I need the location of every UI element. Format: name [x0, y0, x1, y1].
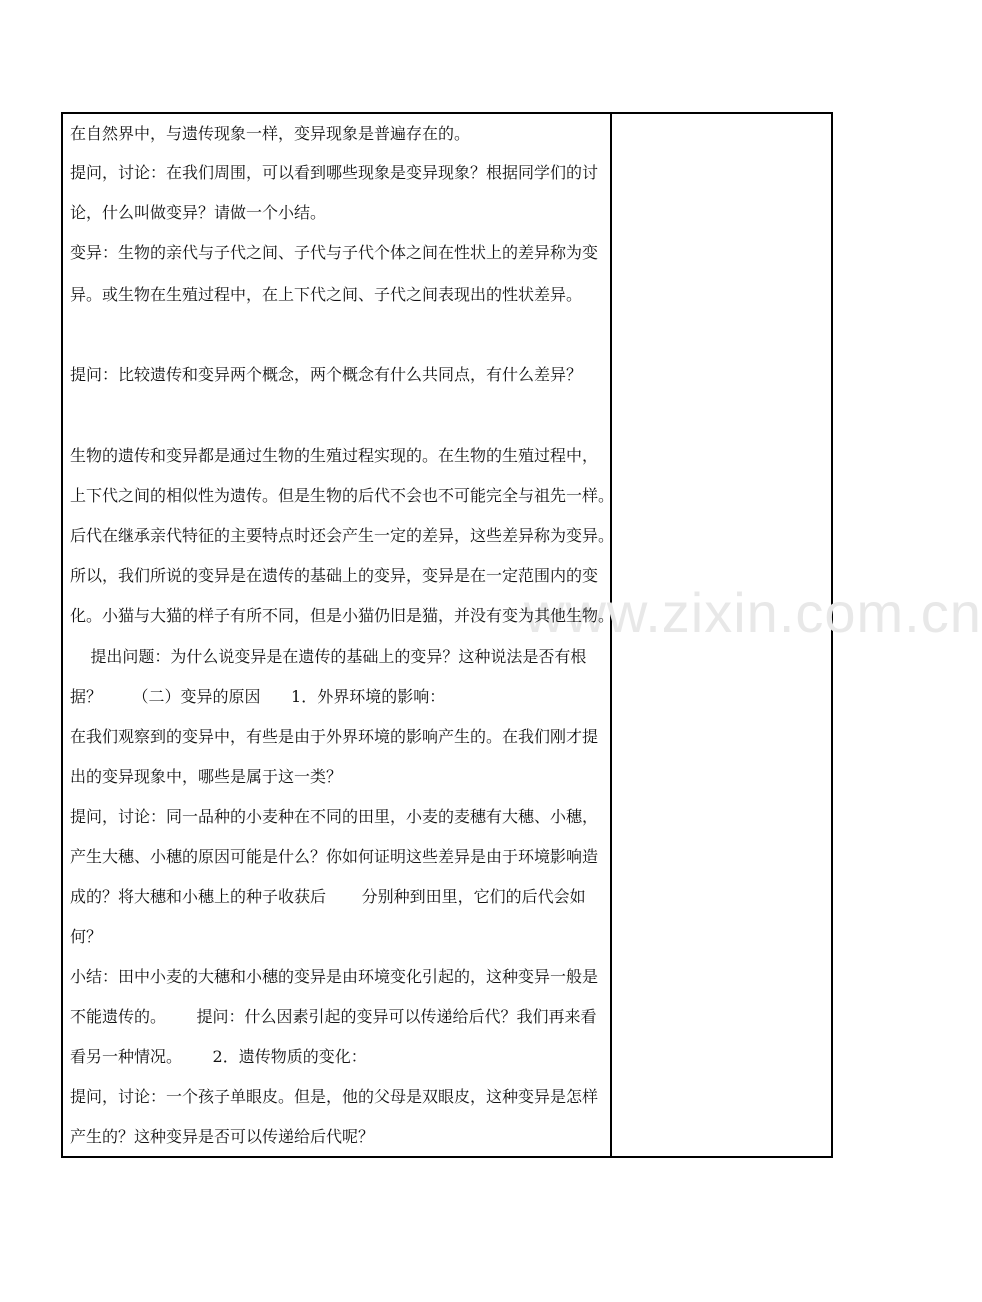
text-line: 提问，讨论：在我们周围，可以看到哪些现象是变异现象？根据同学们的讨 — [70, 163, 599, 182]
text-line: 不能遗传的。 提问：什么因素引起的变异可以传递给后代？我们再来看 — [70, 1007, 597, 1026]
text-line: 在自然界中，与遗传现象一样，变异现象是普遍存在的。 — [70, 124, 471, 143]
text-line: 何？ — [70, 927, 103, 946]
text-line: 出的变异现象中，哪些是属于这一类？ — [70, 767, 343, 786]
text-line: 变异：生物的亲代与子代之间、子代与子代个体之间在性状上的差异称为变 — [70, 243, 599, 262]
text-line: 小结：田中小麦的大穗和小穗的变异是由环境变化引起的，这种变异一般是 — [70, 967, 599, 986]
text-line: 产生大穗、小穗的原因可能是什么？你如何证明这些差异是由于环境影响造 — [70, 847, 599, 866]
text-line: 看另一种情况。 2．遗传物质的变化： — [70, 1047, 367, 1066]
text-line: 提问，讨论：一个孩子单眼皮。但是，他的父母是双眼皮，这种变异是怎样 — [70, 1087, 599, 1106]
text-line: 论，什么叫做变异？请做一个小结。 — [70, 203, 327, 222]
text-line: 提问：比较遗传和变异两个概念，两个概念有什么共同点，有什么差异？ — [70, 365, 583, 384]
text-line: 异。或生物在生殖过程中，在上下代之间、子代之间表现出的性状差异。 — [70, 285, 583, 304]
text-line: 在我们观察到的变异中，有些是由于外界环境的影响产生的。在我们刚才提 — [70, 727, 599, 746]
text-line: 化。小猫与大猫的样子有所不同，但是小猫仍旧是猫，并没有变为其他生物。 — [70, 606, 615, 625]
text-line: 所以，我们所说的变异是在遗传的基础上的变异，变异是在一定范围内的变 — [70, 566, 599, 585]
watermark: www.zixin.com.cn — [524, 581, 982, 644]
text-line: 据？ （二）变异的原因 1．外界环境的影响： — [70, 687, 446, 706]
text-line: 提出问题：为什么说变异是在遗传的基础上的变异？这种说法是否有根 — [70, 647, 587, 666]
text-line: 提问，讨论：同一品种的小麦种在不同的田里，小麦的麦穗有大穗、小穗， — [70, 807, 599, 826]
text-line: 生物的遗传和变异都是通过生物的生殖过程实现的。在生物的生殖过程中， — [70, 446, 599, 465]
text-line: 上下代之间的相似性为遗传。但是生物的后代不会也不可能完全与祖先一样。 — [70, 486, 615, 505]
text-line: 产生的？这种变异是否可以传递给后代呢？ — [70, 1127, 375, 1146]
text-line: 成的？将大穗和小穗上的种子收获后 分别种到田里，它们的后代会如 — [70, 887, 586, 906]
text-line: 后代在继承亲代特征的主要特点时还会产生一定的差异，这些差异称为变异。 — [70, 526, 615, 545]
